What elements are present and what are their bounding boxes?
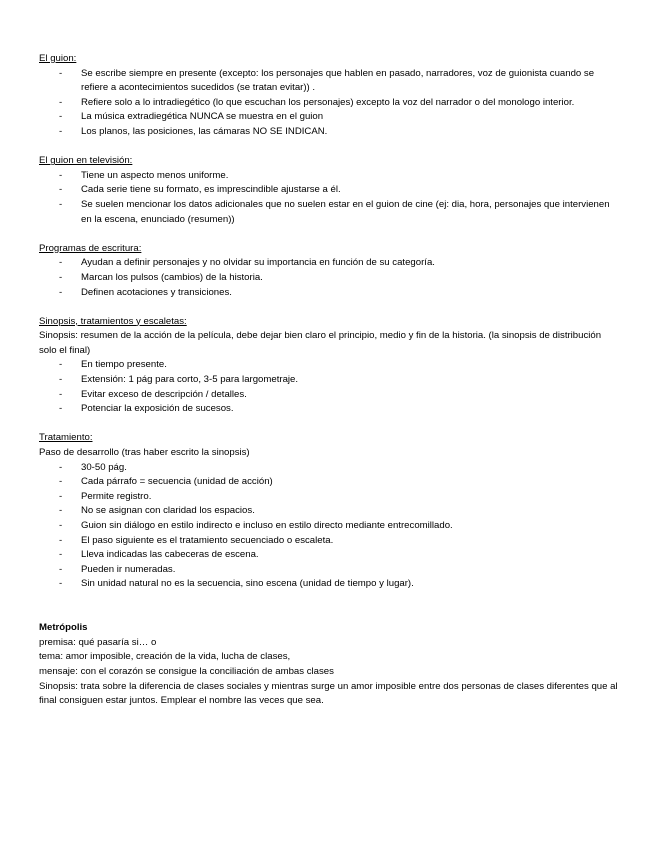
list-item xyxy=(39,461,619,476)
dash-bullet: - xyxy=(59,184,63,196)
list-item xyxy=(39,256,619,271)
list-item xyxy=(39,402,619,417)
metropolis-premisa: premisa: qué pasaría si… o xyxy=(39,636,157,648)
dash-bullet: - xyxy=(59,169,63,181)
section-el-guion xyxy=(39,52,619,140)
list-item-text: Se suelen mencionar los datos adicionales que no suelen estar en el guion de cine (ej: dia, hora, personajes que intervienen en la escena, enunciado (resumen)) xyxy=(81,198,610,225)
list-item-text: Se escribe siempre en presente (excepto: los personajes que hablen en pasado, narradores, voz de guionista cuando se refiere a acontecimientos sucedidos (se tratan evitar)) . xyxy=(81,67,595,94)
list-item xyxy=(39,490,619,505)
list-item-text: Potenciar la exposición de sucesos. xyxy=(81,403,234,415)
list-item xyxy=(39,286,619,301)
section-heading: Sinopsis, tratamientos y escaletas: xyxy=(39,315,187,327)
dash-bullet: - xyxy=(59,271,63,283)
list-item-text: Los planos, las posiciones, las cámaras NO SE INDICAN. xyxy=(81,125,328,137)
dash-bullet: - xyxy=(59,490,63,502)
list-item-text: Ayudan a definir personajes y no olvidar su importancia en función de su categoría. xyxy=(81,257,435,269)
list-item xyxy=(39,358,619,373)
dash-bullet: - xyxy=(59,563,63,575)
spacer xyxy=(39,607,619,622)
bullet-list xyxy=(39,358,619,416)
dash-bullet: - xyxy=(59,476,63,488)
dash-bullet: - xyxy=(59,549,63,561)
list-item xyxy=(39,563,619,578)
bullet-list xyxy=(39,461,619,592)
list-item-text: El paso siguiente es el tratamiento secuenciado o escaleta. xyxy=(81,534,334,546)
section-programas-escritura xyxy=(39,242,619,300)
list-item xyxy=(39,475,619,490)
section-intro: Sinopsis: resumen de la acción de la película, debe dejar bien claro el principio, medio y fin de la historia. (la sinopsis de distribución solo el final) xyxy=(39,330,602,356)
section-sinopsis xyxy=(39,315,619,417)
list-item xyxy=(39,169,619,184)
section-tratamiento xyxy=(39,431,619,592)
list-item-text: Refiere solo a lo intradiegético (lo que escuchan los personajes) excepto la voz del narrador o del monologo interior. xyxy=(81,96,575,108)
section-heading: Tratamiento: xyxy=(39,432,93,444)
list-item-text: Sin unidad natural no es la secuencia, sino escena (unidad de tiempo y lugar). xyxy=(81,578,414,590)
bullet-list xyxy=(39,256,619,300)
bullet-list xyxy=(39,67,619,140)
section-guion-television xyxy=(39,154,619,227)
section-heading: El guion en televisión: xyxy=(39,155,133,167)
section-heading: Programas de escritura: xyxy=(39,242,142,254)
dash-bullet: - xyxy=(59,403,63,415)
list-item xyxy=(39,577,619,592)
dash-bullet: - xyxy=(59,257,63,269)
list-item-text: La música extradiegética NUNCA se muestra en el guion xyxy=(81,111,324,123)
list-item xyxy=(39,198,619,227)
list-item xyxy=(39,67,619,96)
list-item xyxy=(39,271,619,286)
list-item-text: Lleva indicadas las cabeceras de escena. xyxy=(81,549,259,561)
list-item-text: En tiempo presente. xyxy=(81,359,167,371)
dash-bullet: - xyxy=(59,111,63,123)
metropolis-sinopsis: Sinopsis: trata sobre la diferencia de clases sociales y mientras surge un amor imposible entre dos personas de clases diferentes que al final consiguen estar juntos. Emplear el nombre las veces que sea. xyxy=(39,680,618,707)
list-item-text: Evitar exceso de descripción / detalles. xyxy=(81,388,247,400)
list-item xyxy=(39,183,619,198)
list-item-text: No se asignan con claridad los espacios. xyxy=(81,505,255,517)
dash-bullet: - xyxy=(59,461,63,473)
list-item xyxy=(39,96,619,111)
list-item-text: Permite registro. xyxy=(81,490,152,502)
list-item xyxy=(39,519,619,534)
dash-bullet: - xyxy=(59,198,63,210)
list-item-text: Cada serie tiene su formato, es imprescindible ajustarse a él. xyxy=(81,184,341,196)
metropolis-mensaje: mensaje: con el corazón se consigue la conciliación de ambas clases xyxy=(39,665,334,677)
metropolis-title: Metrópolis xyxy=(39,622,88,634)
list-item-text: Guion sin diálogo en estilo indirecto e incluso en estilo directo mediante entrecomillado. xyxy=(81,520,453,531)
dash-bullet: - xyxy=(59,534,63,546)
list-item-text: Definen acotaciones y transiciones. xyxy=(81,286,232,298)
document-page xyxy=(39,52,619,709)
section-intro: Paso de desarrollo (tras haber escrito la sinopsis) xyxy=(39,447,250,459)
list-item-text: Extensión: 1 pág para corto, 3-5 para largometraje. xyxy=(81,374,299,386)
list-item-text: Pueden ir numeradas. xyxy=(81,563,176,575)
list-item xyxy=(39,110,619,125)
list-item xyxy=(39,125,619,140)
dash-bullet: - xyxy=(59,286,63,298)
list-item-text: Cada párrafo = secuencia (unidad de acción) xyxy=(81,476,273,488)
spacer xyxy=(39,592,619,607)
dash-bullet: - xyxy=(59,67,63,79)
section-metropolis xyxy=(39,621,619,709)
dash-bullet: - xyxy=(59,359,63,371)
dash-bullet: - xyxy=(59,505,63,517)
dash-bullet: - xyxy=(59,388,63,400)
list-item-text: Marcan los pulsos (cambios) de la historia. xyxy=(81,271,263,283)
bullet-list xyxy=(39,169,619,227)
list-item xyxy=(39,548,619,563)
list-item xyxy=(39,373,619,388)
dash-bullet: - xyxy=(59,125,63,137)
dash-bullet: - xyxy=(59,96,63,108)
list-item xyxy=(39,388,619,403)
dash-bullet: - xyxy=(59,578,63,590)
list-item-text: Tiene un aspecto menos uniforme. xyxy=(81,169,229,181)
dash-bullet: - xyxy=(59,374,63,386)
list-item-text: 30-50 pág. xyxy=(81,461,127,473)
metropolis-tema: tema: amor imposible, creación de la vida, lucha de clases, xyxy=(39,651,291,663)
dash-bullet: - xyxy=(59,520,63,531)
section-heading: El guion: xyxy=(39,53,77,64)
list-item xyxy=(39,534,619,549)
list-item xyxy=(39,504,619,519)
